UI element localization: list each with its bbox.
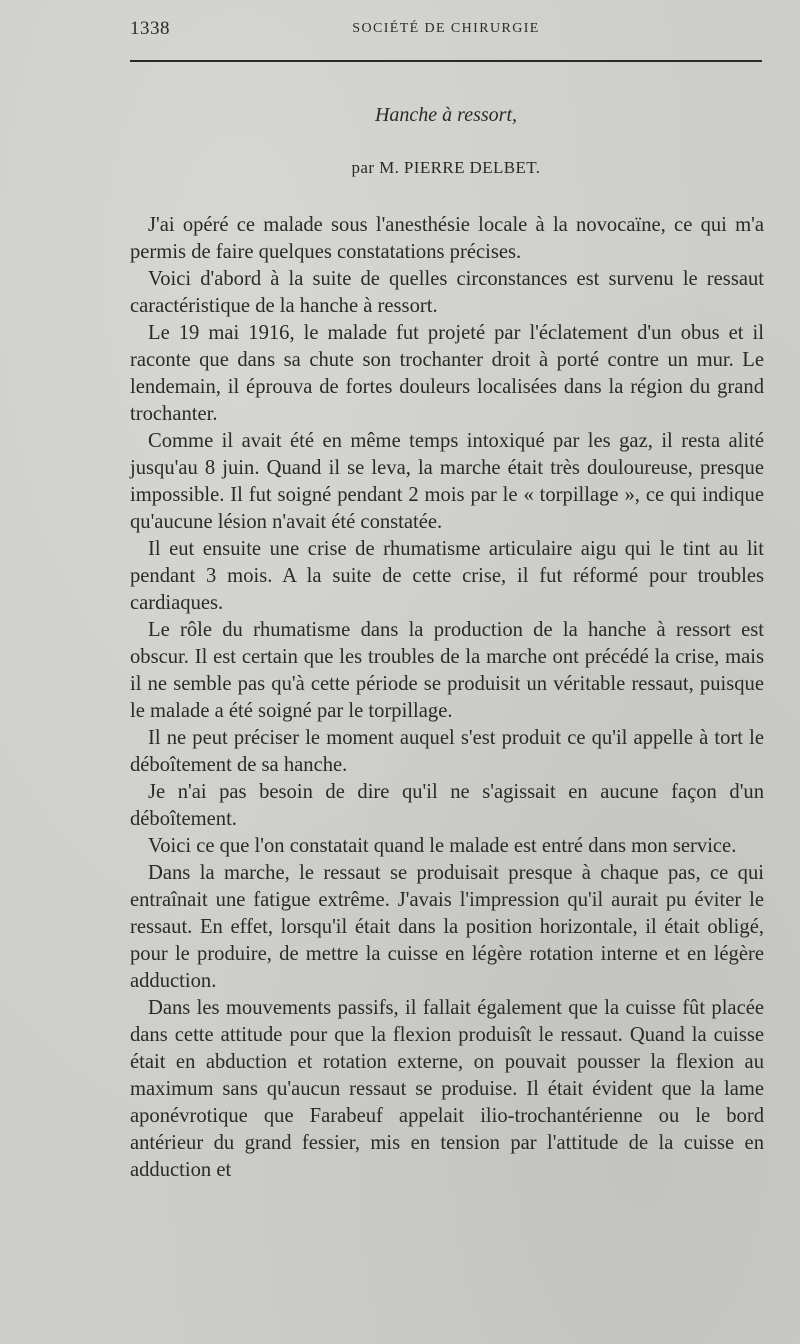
paragraph: Comme il avait été en même temps intoxiqué par les gaz, il resta alité jusqu'au 8 juin. Quand il se leva, la marche était très douloureuse, presque impossible. Il fut soigné pendant 2 mois par le « torpillage », ce qui indique qu'aucune lésion n'avait été constatée. [130,430,764,533]
paragraph: Le 19 mai 1916, le malade fut projeté par l'éclatement d'un obus et il raconte que dans sa chute son trochanter droit à porté contre un mur. Le lendemain, il éprouva de fortes douleurs localisées dans la région du grand trochanter. [130,322,764,425]
paragraph: Le rôle du rhumatisme dans la production de la hanche à ressort est obscur. Il est certain que les troubles de la marche ont précédé la crise, mais il ne semble pas qu'à cette période se produisit un véritable ressaut, puisque le malade a été soigné par le torpillage. [130,619,764,722]
paragraph: Dans les mouvements passifs, il fallait également que la cuisse fût placée dans cette attitude pour que la flexion produisît le ressaut. Quand la cuisse était en abduction et rotation externe, on pouvait pousser la flexion au maximum sans qu'aucun ressaut se produise. Il était évident que la lame aponévrotique que Farabeuf appelait ilio-trochantérienne ou le bord antérieur du grand fessier, mis en tension par l'attitude de la cuisse en adduction et [130,997,764,1181]
article-body [130,212,764,1184]
page-header [130,18,762,44]
header-rule [130,60,762,62]
paragraph: Il eut ensuite une crise de rhumatisme articulaire aigu qui le tint au lit pendant 3 mois. A la suite de cette crise, il fut réformé pour troubles cardiaques. [130,538,764,614]
page-number: 1338 [130,18,170,39]
paragraph: Voici ce que l'on constatait quand le malade est entré dans mon service. [148,835,737,857]
paragraph: Je n'ai pas besoin de dire qu'il ne s'agissait en aucune façon d'un déboîtement. [130,781,764,830]
article-author: par M. PIERRE DELBET. [351,158,541,177]
article-title: Hanche à ressort, [374,104,518,126]
paragraph: Il ne peut préciser le moment auquel s'est produit ce qu'il appelle à tort le déboîtement de sa hanche. [130,727,764,776]
paragraph: J'ai opéré ce malade sous l'anesthésie locale à la novocaïne, ce qui m'a permis de faire quelques constatations précises. [130,214,764,263]
paragraph: Dans la marche, le ressaut se produisait presque à chaque pas, ce qui entraînait une fatigue extrême. J'avais l'impression qu'il aurait pu éviter le ressaut. En effet, lorsqu'il était dans la position horizontale, il était obligé, pour le produire, de mettre la cuisse en légère rotation interne et en légère adduction. [130,862,764,992]
running-head: SOCIÉTÉ DE CHIRURGIE [352,21,540,36]
paragraph: Voici d'abord à la suite de quelles circonstances est survenu le ressaut caractéristique de la hanche à ressort. [130,268,764,317]
